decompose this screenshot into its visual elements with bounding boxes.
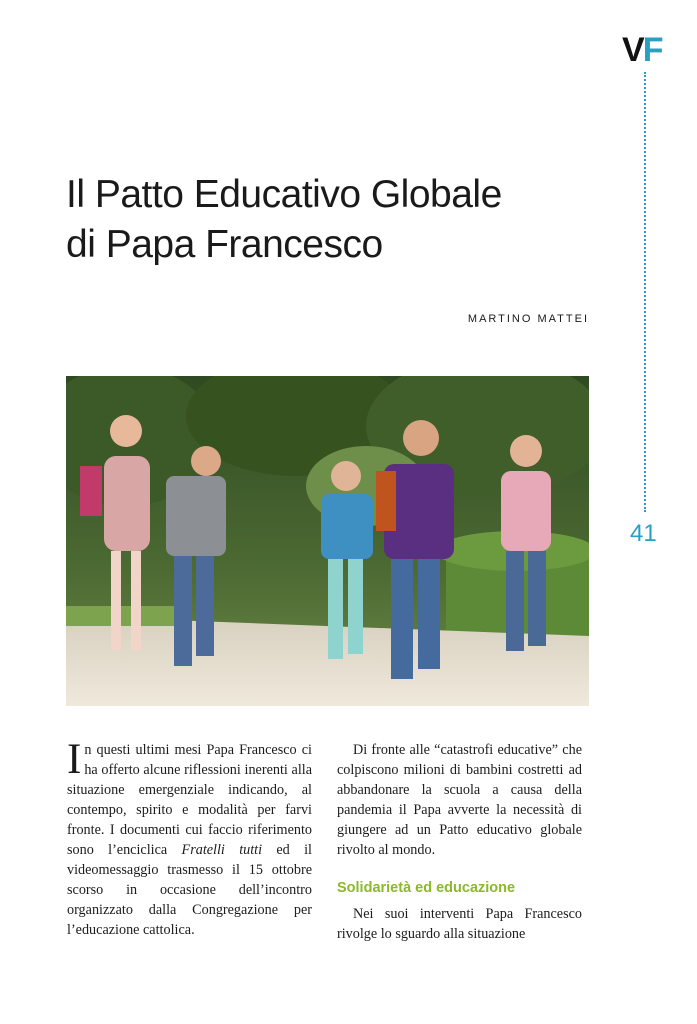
children-running-photo-icon <box>66 376 589 706</box>
page-number: 41 <box>630 520 657 547</box>
logo-letter-v: V <box>622 31 643 69</box>
title-line-2: di Papa Francesco <box>66 223 383 266</box>
article-column-2 <box>337 740 582 944</box>
magazine-logo <box>622 30 661 70</box>
body-paragraph-1: Di fronte alle “catastrofi educative” che colpiscono milioni di bambini costretti ad abbandonare la scuola a causa della pandemia il Papa avverte la necessità di giungere ad un Patto educativo globale rivolto al mondo. <box>337 742 582 858</box>
encyclical-title: Fratelli tutti <box>181 842 263 858</box>
logo-letter-f: F <box>642 31 662 69</box>
intro-text-end: ed il videomessaggio trasmesso il 15 ottobre scorso in occasione dell’incontro organizzato dalla Congregazione per l’educazione cattolica. <box>67 842 312 938</box>
intro-text-start: n questi ultimi mesi Papa Francesco ci ha offerto alcune riflessioni inerenti alla situazione emergenziale indicando, al contempo, spirito e modalità per farvi fronte. I documenti cui faccio riferimento sono l’enciclica <box>67 742 312 858</box>
intro-paragraph <box>67 736 312 940</box>
article-title <box>66 170 606 270</box>
section-subheading: Solidarietà ed educazione <box>337 880 516 896</box>
article-column-1 <box>67 736 312 940</box>
author-name: MARTINO MATTEI <box>467 313 589 325</box>
dotted-margin-rule <box>644 72 646 512</box>
article-photo <box>66 376 589 706</box>
drop-cap: I <box>67 736 82 783</box>
body-paragraph-2: Nei suoi interventi Papa Francesco rivolge lo sguardo alla situazione <box>337 906 582 942</box>
title-line-1: Il Patto Educativo Globale <box>66 173 502 216</box>
